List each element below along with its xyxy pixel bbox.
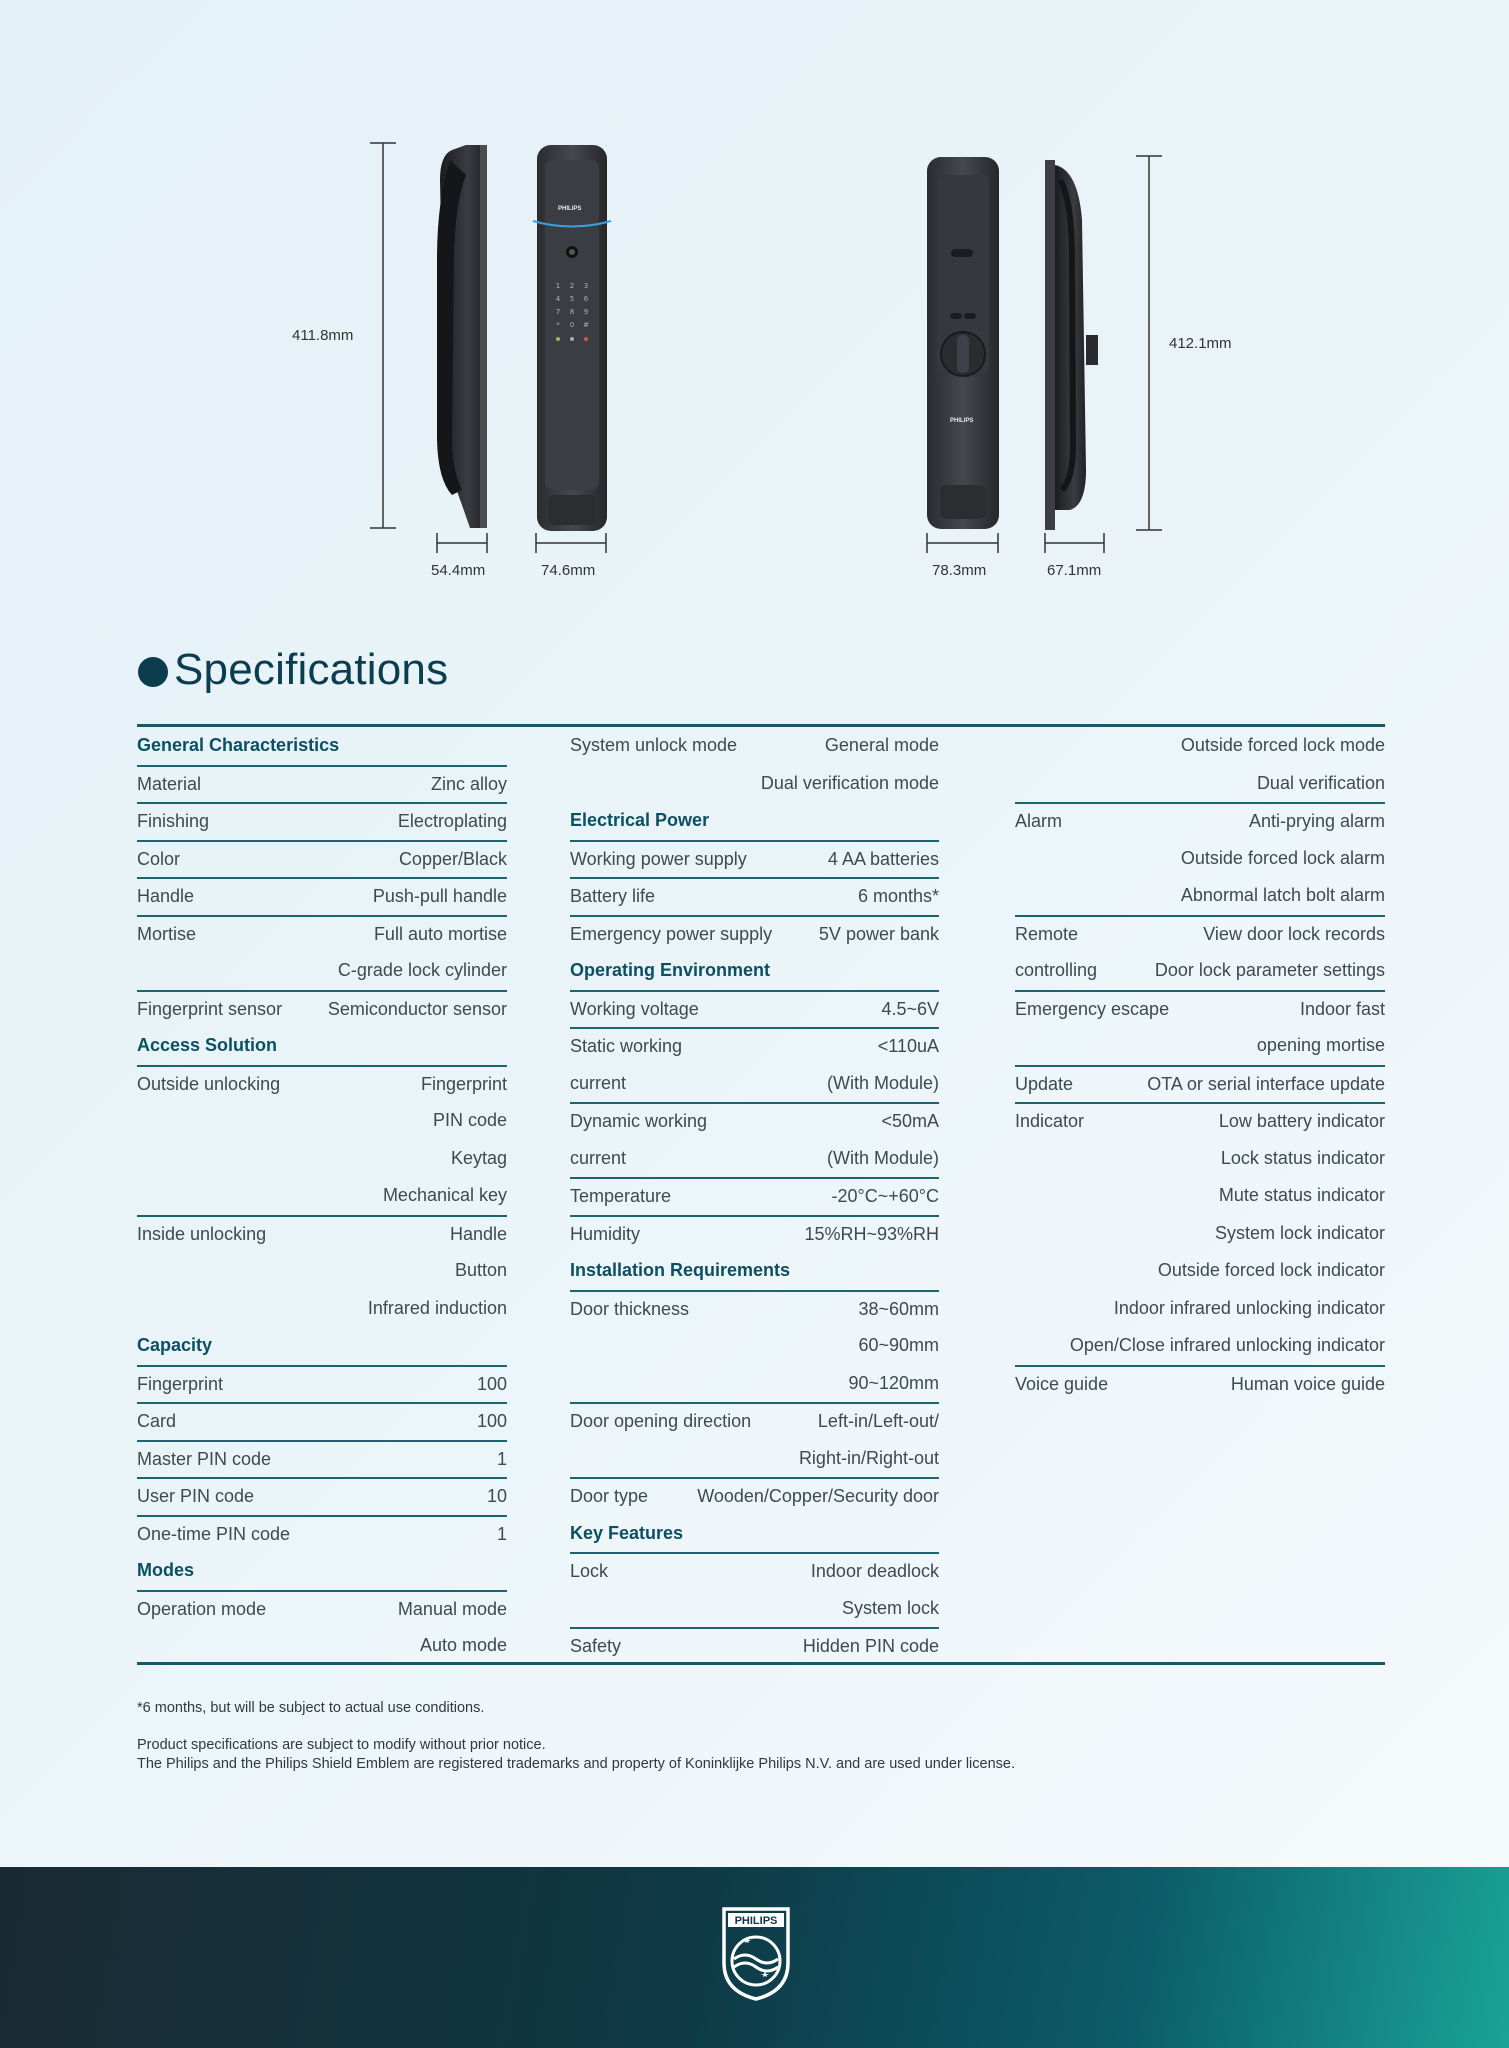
spec-key: System unlock mode — [570, 735, 738, 756]
spec-key: Fingerprint — [137, 1373, 224, 1394]
spec-value: Semiconductor sensor — [327, 998, 507, 1019]
spec-value: System lock indicator — [1214, 1222, 1385, 1243]
spec-row — [137, 1140, 507, 1178]
keypad-key-star: * — [556, 321, 560, 329]
spec-value: (With Module) — [826, 1147, 939, 1168]
specifications-heading — [138, 645, 448, 695]
spec-section-heading — [570, 802, 939, 840]
spec-row — [570, 1102, 939, 1140]
keypad-key-hash: # — [583, 321, 589, 329]
spec-value: Indoor fast — [1299, 998, 1385, 1019]
spec-section-heading — [137, 1552, 507, 1590]
section-title-capacity: Capacity — [137, 1335, 213, 1356]
spec-key: Material — [137, 773, 202, 794]
spec-value: System lock — [841, 1597, 939, 1618]
spec-value: Lock status indicator — [1220, 1147, 1385, 1168]
spec-value: <50mA — [881, 1111, 939, 1132]
spec-value: Keytag — [450, 1147, 507, 1168]
keypad-key-9: 9 — [583, 308, 589, 316]
spec-value: Outside forced lock indicator — [1157, 1260, 1385, 1281]
spec-value: Abnormal latch bolt alarm — [1180, 885, 1385, 906]
spec-value: Push-pull handle — [372, 886, 507, 907]
spec-value: opening mortise — [1256, 1035, 1385, 1056]
spec-value: Button — [454, 1260, 507, 1281]
spec-value: 1 — [496, 1523, 507, 1544]
spec-row — [570, 990, 939, 1028]
spec-row — [137, 1065, 507, 1103]
spec-key: Handle — [137, 886, 195, 907]
section-title-modes: Modes — [137, 1560, 195, 1581]
spec-row — [137, 1440, 507, 1478]
spec-row — [570, 915, 939, 953]
keypad-key-1: 1 — [555, 282, 561, 290]
spec-row — [1015, 1365, 1385, 1403]
spec-value: 4 AA batteries — [827, 848, 939, 869]
spec-key: Lock — [570, 1561, 609, 1582]
spec-key: One-time PIN code — [137, 1523, 291, 1544]
spec-value: Full auto mortise — [373, 923, 507, 944]
spec-row — [570, 1365, 939, 1403]
spec-key: Fingerprint sensor — [137, 998, 283, 1019]
spec-column-3 — [1015, 727, 1385, 1402]
spec-key: Door opening direction — [570, 1411, 752, 1432]
spec-value: Dual verification — [1256, 772, 1385, 793]
keypad-key-2: 2 — [569, 282, 575, 290]
spec-key: Working power supply — [570, 848, 747, 869]
spec-value: Door lock parameter settings — [1154, 960, 1385, 981]
spec-value: 15%RH~93%RH — [804, 1223, 939, 1244]
heading-bullet-icon — [138, 657, 168, 687]
spec-row — [570, 765, 939, 803]
spec-row — [1015, 765, 1385, 803]
spec-row — [137, 1290, 507, 1328]
spec-key: Safety — [570, 1636, 622, 1657]
spec-value: Manual mode — [397, 1598, 507, 1619]
spec-row — [1015, 1290, 1385, 1328]
footer-band — [0, 1867, 1509, 2048]
spec-row — [1015, 915, 1385, 953]
spec-row — [137, 1477, 507, 1515]
front-height-dimension — [370, 143, 396, 528]
spec-value: Electroplating — [397, 811, 507, 832]
spec-row — [137, 1515, 507, 1553]
spec-section-heading — [137, 1027, 507, 1065]
spec-section-heading — [570, 952, 939, 990]
battery-footnote: *6 months, but will be subject to actual use conditions. — [137, 1700, 485, 1716]
logo-wordmark: PHILIPS — [734, 1915, 778, 1927]
spec-row — [570, 1477, 939, 1515]
spec-key: Update — [1015, 1073, 1074, 1094]
spec-value: <110uA — [877, 1036, 939, 1057]
back-height-label: 412.1mm — [1169, 335, 1232, 352]
spec-value: Handle — [449, 1223, 507, 1244]
spec-row — [137, 1402, 507, 1440]
spec-row — [570, 1027, 939, 1065]
spec-row — [137, 1365, 507, 1403]
spec-value: Auto mode — [419, 1635, 507, 1656]
spec-key: Static working — [570, 1036, 683, 1057]
spec-section-heading — [570, 1252, 939, 1290]
spec-value: Anti-prying alarm — [1248, 811, 1385, 832]
spec-value: 38~60mm — [858, 1298, 939, 1319]
spec-key: Emergency escape — [1015, 998, 1170, 1019]
spec-row — [570, 877, 939, 915]
spec-value: Indoor infrared unlocking indicator — [1113, 1297, 1385, 1318]
spec-key: Dynamic working — [570, 1111, 708, 1132]
spec-row — [137, 840, 507, 878]
back-width-dimensions — [927, 533, 1104, 553]
spec-key: Mortise — [137, 923, 197, 944]
spec-row — [570, 1177, 939, 1215]
disclaimer-line-2: The Philips and the Philips Shield Emblem are registered trademarks and property of Koninklijke Philips N.V. and are used under license. — [137, 1756, 1015, 1772]
spec-key: Humidity — [570, 1223, 641, 1244]
product-dimension-diagram — [0, 0, 1509, 600]
front-height-label: 411.8mm — [292, 327, 354, 344]
keypad-key-0: 0 — [569, 321, 575, 329]
keypad-key-8: 8 — [569, 308, 575, 316]
spec-value: Human voice guide — [1230, 1373, 1385, 1394]
spec-key: User PIN code — [137, 1486, 255, 1507]
spec-key: Color — [137, 848, 181, 869]
back-height-dimension — [1136, 156, 1162, 530]
spec-key: Alarm — [1015, 811, 1063, 832]
spec-row — [1015, 1215, 1385, 1253]
spec-value: Outside forced lock alarm — [1180, 847, 1385, 868]
spec-row — [1015, 877, 1385, 915]
spec-row — [570, 840, 939, 878]
spec-row — [137, 1627, 507, 1665]
spec-value: Left-in/Left-out/ — [817, 1411, 939, 1432]
spec-key: Door type — [570, 1486, 649, 1507]
spec-row — [1015, 727, 1385, 765]
spec-value: Mechanical key — [382, 1185, 507, 1206]
spec-row — [1015, 802, 1385, 840]
spec-row — [1015, 840, 1385, 878]
spec-key: Finishing — [137, 811, 210, 832]
spec-row — [137, 952, 507, 990]
spec-value: -20°C~+60°C — [831, 1186, 939, 1207]
spec-row — [570, 1327, 939, 1365]
spec-key: controlling — [1015, 960, 1098, 981]
spec-row — [570, 1627, 939, 1665]
spec-value: 4.5~6V — [881, 998, 939, 1019]
spec-row — [1015, 990, 1385, 1028]
spec-value: 90~120mm — [848, 1372, 939, 1393]
spec-key: Master PIN code — [137, 1448, 272, 1469]
spec-row — [1015, 1102, 1385, 1140]
specifications-title: Specifications — [174, 645, 449, 694]
spec-key: current — [570, 1147, 627, 1168]
spec-key: Remote — [1015, 923, 1079, 944]
back-side-profile — [1045, 160, 1098, 530]
front-brand-label: PHILIPS — [558, 206, 582, 212]
spec-key: Emergency power supply — [570, 923, 773, 944]
spec-key: current — [570, 1072, 627, 1093]
spec-value: Indoor deadlock — [810, 1561, 939, 1582]
spec-value: 5V power bank — [818, 923, 939, 944]
spec-value: Hidden PIN code — [802, 1636, 939, 1657]
disclaimer-line-1: Product specifications are subject to modify without prior notice. — [137, 1737, 546, 1753]
spec-row — [1015, 1327, 1385, 1365]
spec-key: Voice guide — [1015, 1373, 1109, 1394]
keypad-key-7: 7 — [555, 308, 561, 316]
spec-value: 100 — [476, 1373, 507, 1394]
spec-row — [570, 1552, 939, 1590]
spec-row — [137, 877, 507, 915]
spec-row — [137, 1252, 507, 1290]
spec-value: Fingerprint — [420, 1073, 507, 1094]
spec-section-heading — [137, 727, 507, 765]
spec-value: OTA or serial interface update — [1147, 1073, 1385, 1094]
spec-value: PIN code — [432, 1110, 507, 1131]
spec-value: Dual verification mode — [760, 772, 939, 793]
spec-value: Copper/Black — [398, 848, 507, 869]
section-title-access-solution: Access Solution — [137, 1035, 278, 1056]
spec-value: General mode — [824, 735, 939, 756]
spec-column-1 — [137, 727, 507, 1665]
spec-value: Zinc alloy — [430, 773, 507, 794]
spec-key: Outside unlocking — [137, 1073, 281, 1094]
back-width-label: 78.3mm — [932, 562, 987, 579]
spec-value: 1 — [496, 1448, 507, 1469]
spec-row — [1015, 1027, 1385, 1065]
keypad-key-6: 6 — [583, 295, 589, 303]
spec-value: Infrared induction — [367, 1297, 507, 1318]
spec-row — [570, 1215, 939, 1253]
spec-key: Temperature — [570, 1186, 672, 1207]
keypad-key-5: 5 — [569, 295, 575, 303]
spec-row — [1015, 1252, 1385, 1290]
spec-row — [1015, 952, 1385, 990]
spec-value: Low battery indicator — [1218, 1111, 1385, 1132]
philips-shield-logo — [720, 1905, 792, 2001]
section-title-general-characteristics: General Characteristics — [137, 735, 340, 756]
keypad-key-4: 4 — [555, 295, 561, 303]
spec-row — [570, 1290, 939, 1328]
spec-value: 6 months* — [857, 886, 939, 907]
spec-row — [137, 1102, 507, 1140]
back-panel — [927, 157, 999, 529]
spec-value: Outside forced lock mode — [1180, 735, 1385, 756]
spec-row — [1015, 1065, 1385, 1103]
spec-row — [137, 915, 507, 953]
spec-row — [570, 1590, 939, 1628]
spec-row — [570, 727, 939, 765]
spec-value: View door lock records — [1203, 923, 1385, 944]
spec-key: Inside unlocking — [137, 1223, 267, 1244]
keypad-key-3: 3 — [583, 282, 589, 290]
front-panel — [533, 145, 611, 531]
spec-row — [137, 1590, 507, 1628]
spec-row — [570, 1065, 939, 1103]
spec-key: Battery life — [570, 886, 656, 907]
section-title-operating-environment: Operating Environment — [570, 960, 771, 981]
spec-value: Open/Close infrared unlocking indicator — [1069, 1335, 1385, 1356]
spec-value: Wooden/Copper/Security door — [697, 1486, 939, 1507]
spec-row — [137, 990, 507, 1028]
spec-key: Indicator — [1015, 1111, 1085, 1132]
spec-key: Operation mode — [137, 1598, 267, 1619]
spec-value: 60~90mm — [858, 1335, 939, 1356]
spec-row — [137, 1177, 507, 1215]
section-title-installation-requirements: Installation Requirements — [570, 1260, 791, 1281]
spec-row — [1015, 1140, 1385, 1178]
spec-section-heading — [570, 1515, 939, 1553]
back-brand-label: PHILIPS — [950, 418, 974, 424]
spec-row — [570, 1140, 939, 1178]
section-title-key-features: Key Features — [570, 1522, 684, 1543]
spec-column-2 — [570, 727, 939, 1665]
front-width-label: 74.6mm — [541, 562, 596, 579]
spec-section-heading — [137, 1327, 507, 1365]
spec-row — [137, 765, 507, 803]
spec-row — [570, 1402, 939, 1440]
spec-value: 100 — [476, 1411, 507, 1432]
spec-value: 10 — [486, 1486, 507, 1507]
spec-value: Mute status indicator — [1218, 1185, 1385, 1206]
spec-key: Door thickness — [570, 1298, 690, 1319]
spec-key: Card — [137, 1411, 177, 1432]
spec-row — [570, 1440, 939, 1478]
back-side-width-label: 67.1mm — [1047, 562, 1102, 579]
section-title-electrical-power: Electrical Power — [570, 810, 710, 831]
front-width-dimensions — [437, 533, 606, 553]
spec-row — [1015, 1177, 1385, 1215]
spec-key: Working voltage — [570, 998, 699, 1019]
front-side-width-label: 54.4mm — [431, 562, 486, 579]
spec-value: C-grade lock cylinder — [337, 960, 507, 981]
lock-drawings — [0, 0, 1509, 600]
spec-value: Right-in/Right-out — [798, 1447, 939, 1468]
spec-value: (With Module) — [826, 1072, 939, 1093]
spec-row — [137, 802, 507, 840]
spec-row — [137, 1215, 507, 1253]
front-side-profile — [437, 145, 487, 528]
